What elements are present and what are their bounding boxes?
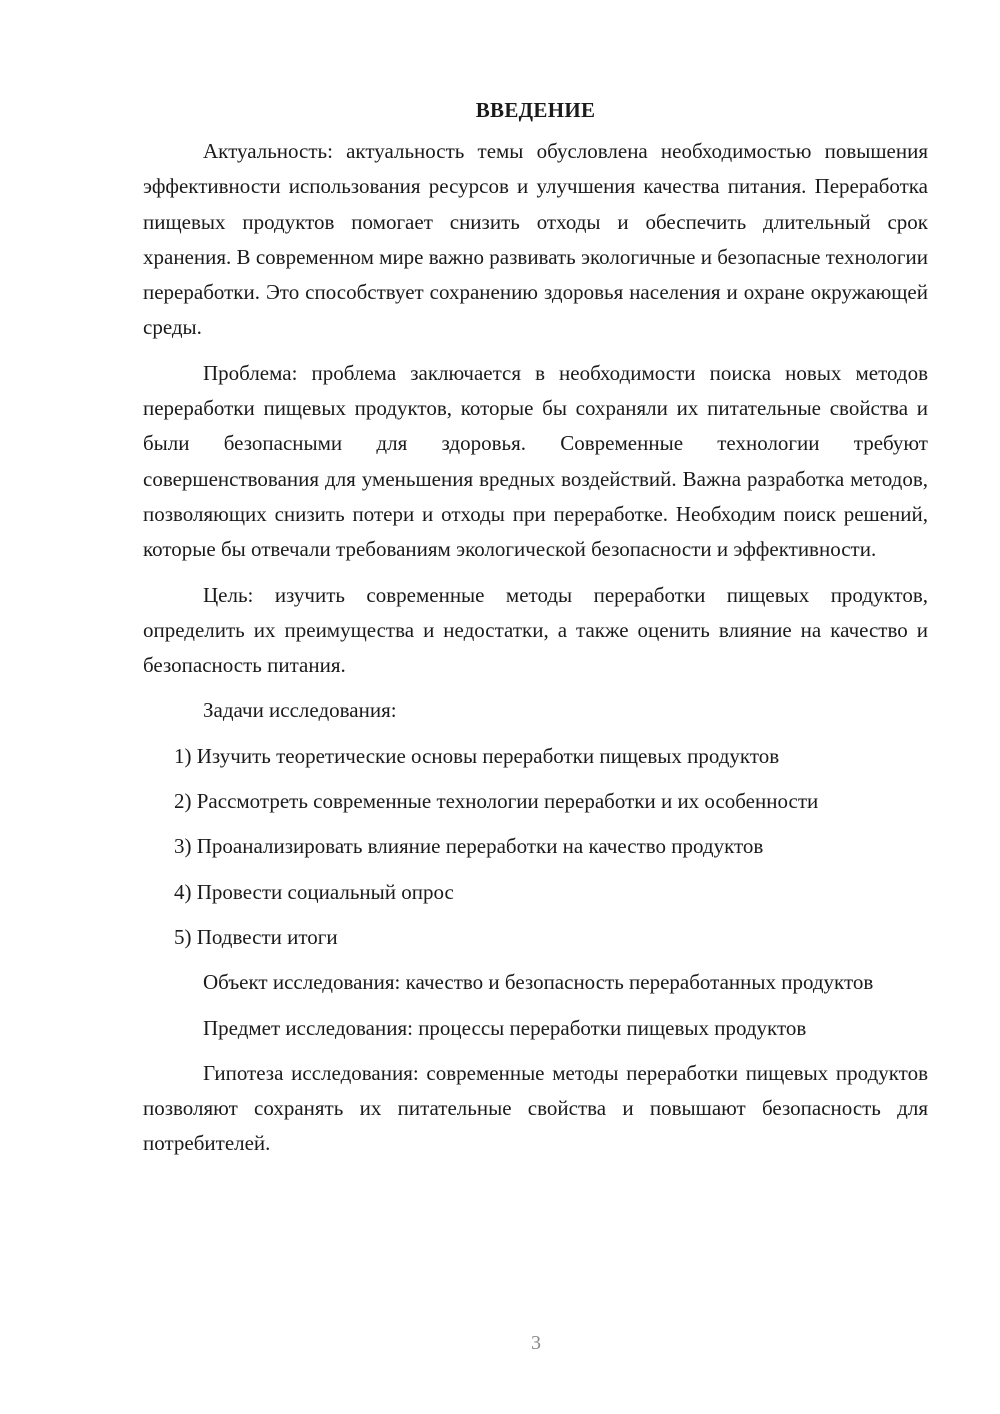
paragraph-subject: Предмет исследования: процессы переработки пищевых продуктов <box>203 1015 807 1040</box>
page-number: 3 <box>531 1332 541 1354</box>
task-item-1: 1) Изучить теоретические основы переработки пищевых продуктов <box>174 743 780 768</box>
paragraph-object: Объект исследования: качество и безопасность переработанных продуктов <box>203 970 874 995</box>
paragraph-hypothesis: Гипотеза исследования: современные методы переработки пищевых продуктов позволяют сохранять их питательные свойства и повышают безопасность для потребителей. <box>143 1060 928 1156</box>
document-page <box>143 95 928 1172</box>
paragraph-relevance: Актуальность: актуальность темы обусловлена необходимостью повышения эффективности использования ресурсов и улучшения качества питания. Переработка пищевых продуктов помогает снизить отходы и обеспечить длительный срок хранения. В современном мире важно развивать экологичные и безопасные технологии переработки. Это способствует сохранению здоровья населения и охране окружающей среды. <box>143 139 928 340</box>
tasks-title: Задачи исследования: <box>203 698 397 723</box>
task-item-2: 2) Рассмотреть современные технологии переработки и их особенности <box>174 789 819 814</box>
paragraph-goal: Цель: изучить современные методы переработки пищевых продуктов, определить их преимущества и недостатки, а также оценить влияние на качество и безопасность питания. <box>143 582 928 678</box>
paragraph-problem: Проблема: проблема заключается в необходимости поиска новых методов переработки пищевых продуктов, которые бы сохраняли их питательные свойства и были безопасными для здоровья. Современные технологии требуют совершенствования для уменьшения вредных воздействий. Важна разработка методов, позволяющих снизить потери и отходы при переработке. Необходим поиск решений, которые бы отвечали требованиям экологической безопасности и эффективности. <box>143 360 928 562</box>
document-heading: ВВЕДЕНИЕ <box>475 98 596 122</box>
task-item-4: 4) Провести социальный опрос <box>174 879 454 904</box>
task-item-5: 5) Подвести итоги <box>174 924 338 949</box>
task-item-3: 3) Проанализировать влияние переработки на качество продуктов <box>174 834 764 859</box>
